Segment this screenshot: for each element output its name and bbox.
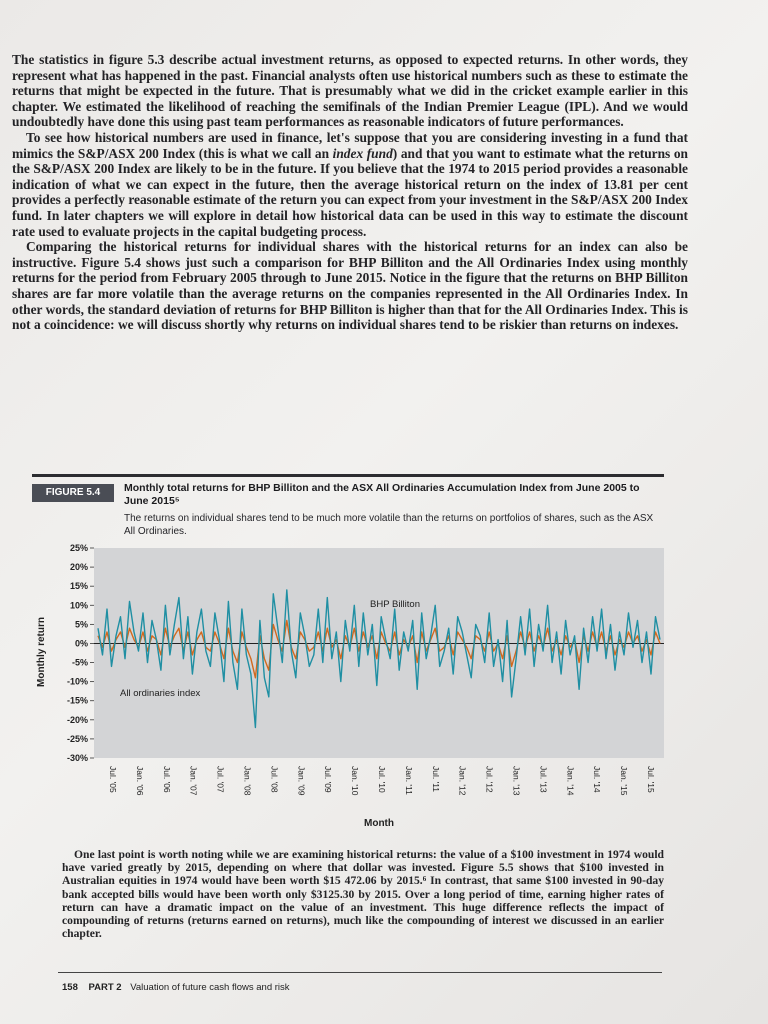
legend-bhp-label: BHP Billiton [370,599,420,610]
paragraph-2-part-b: ) and that you want to estimate what the returns on the S&P/ASX 200 Index are likely to be in the future. If you believe that the 1974 to 2015 period provides a reasonable indication of what we can expect in the future, then the average historical return on the index of 13.81 per cent provides a perfectly reasonable estimate of the return you can expect from your investment in the S&P/ASX 200 Index fund. In later chapters we will explore in detail how historical data can be used in this way to estimate the discount rate used to evaluate projects in the capital budgeting process. [12,145,688,239]
x-tick-label: Jan. '07 [188,766,199,796]
y-tick-label: 25% [69,543,88,553]
x-tick-label: Jan. '10 [350,766,361,796]
closing-paragraph: One last point is worth noting while we are examining historical returns: the value of a $100 investment in 1974 would have varied greatly by 2015, depending on where that dollar was invested. Figure 5.5 shows that $100 invested in Australian equities in 1974 would have been worth $15 472.06 by 2015.⁶ In contrast, that same $100 invested in 90-day bank accepted bills would have been worth only $3125.30 by 2015. Over a long period of time, earning higher rates of return can have a dramatic impact on the value of an investment. This huge difference reflects the impact of compounding of returns (returns earned on returns), much like the compounding of interest we discussed in an earlier chapter. [62,848,664,941]
figure-tag: FIGURE 5.4 [32,484,114,502]
x-tick-label: Jul. '12 [484,766,495,793]
section-label: Valuation of future cash flows and risk [130,982,290,993]
x-tick-label: Jan. '06 [134,766,145,796]
paragraph-2-emphasis: index fund [332,145,393,161]
y-tick-label: -25% [66,733,88,744]
y-tick-label: 15% [69,581,88,592]
y-tick-label: -30% [66,753,88,763]
returns-line-chart [30,540,670,836]
x-tick-label: Jul. '09 [323,766,334,793]
x-tick-label: Jul. '08 [269,766,280,793]
x-tick-label: Jan. '14 [565,766,576,796]
x-tick-label: Jan. '09 [296,766,307,796]
paragraph-1: The statistics in figure 5.3 describe actual investment returns, as opposed to expected returns. In other words, they represent what has happened in the past. Financial analysts often use historical numbers such as these to estimate the returns that might be expected in the future. That is presumably what we did in the cricket example earlier in this chapter. We estimated the likelihood of reaching the semifinals of the Indian Premier League (IPL). And we would undoubtedly have done this using past team performances as reasonable indicators of future performances. [12,52,688,130]
x-tick-label: Jul. '11 [430,766,441,793]
figure-top-rule [32,474,664,477]
body-text [12,52,688,333]
part-label: PART 2 [88,982,122,993]
x-tick-label: Jul. '14 [592,766,603,793]
footer-rule [58,972,662,973]
y-tick-label: -5% [71,657,88,668]
x-tick-label: Jul. '13 [538,766,549,793]
figure-title: Monthly total returns for BHP Billiton and the ASX All Ordinaries Accumulation Index from June 2005 to June 2015⁵ [124,482,640,507]
x-tick-label: Jul. '15 [646,766,656,793]
x-tick-label: Jul. '06 [161,766,172,793]
figure-subtitle: The returns on individual shares tend to be much more volatile than the returns on portfolios of shares, such as the ASX All Ordinaries. [124,513,654,537]
x-tick-label: Jan. '13 [511,766,522,796]
y-tick-label: 20% [69,562,88,573]
paragraph-3: Comparing the historical returns for individual shares with the historical returns for an index can also be instructive. Figure 5.4 shows just such a comparison for BHP Billiton and the All Ordinaries Index using monthly returns for the period from February 2005 through to June 2015. Notice in the figure that the returns on BHP Billiton shares are far more volatile than the average returns on the companies represented in the All Ordinaries Index. In other words, the standard deviation of returns for BHP Billiton is higher than that for the All Ordinaries Index. This is not a coincidence: we will discuss shortly why returns on individual shares tend to be riskier than returns on indexes. [12,239,688,333]
x-tick-label: Jan. '08 [242,766,253,796]
y-tick-label: 10% [69,600,88,611]
y-tick-label: -20% [66,714,88,725]
x-tick-label: Jan. '11 [403,766,414,795]
page-number: 158 [62,982,78,993]
x-tick-label: Jul. '05 [108,766,118,793]
y-tick-label: -10% [66,676,88,687]
y-tick-label: 0% [74,638,88,649]
y-tick-label: 5% [74,619,88,630]
x-tick-label: Jan. '15 [619,766,630,796]
legend-index-label: All ordinaries index [120,688,201,699]
paragraph-2 [12,130,688,239]
x-tick-label: Jul. '07 [215,766,226,793]
page-footer [62,982,290,993]
x-axis-label: Month [364,818,394,829]
y-tick-label: -15% [66,695,88,706]
x-tick-label: Jul. '10 [377,766,387,793]
x-tick-label: Jan. '12 [457,766,468,796]
paragraph-2-part-a: To see how historical numbers are used in finance, let's suppose that you are considering investing in a fund that mimics the S&P/ASX 200 Index (this is what we call an [12,129,688,161]
y-axis-label: Monthly return [36,617,47,687]
